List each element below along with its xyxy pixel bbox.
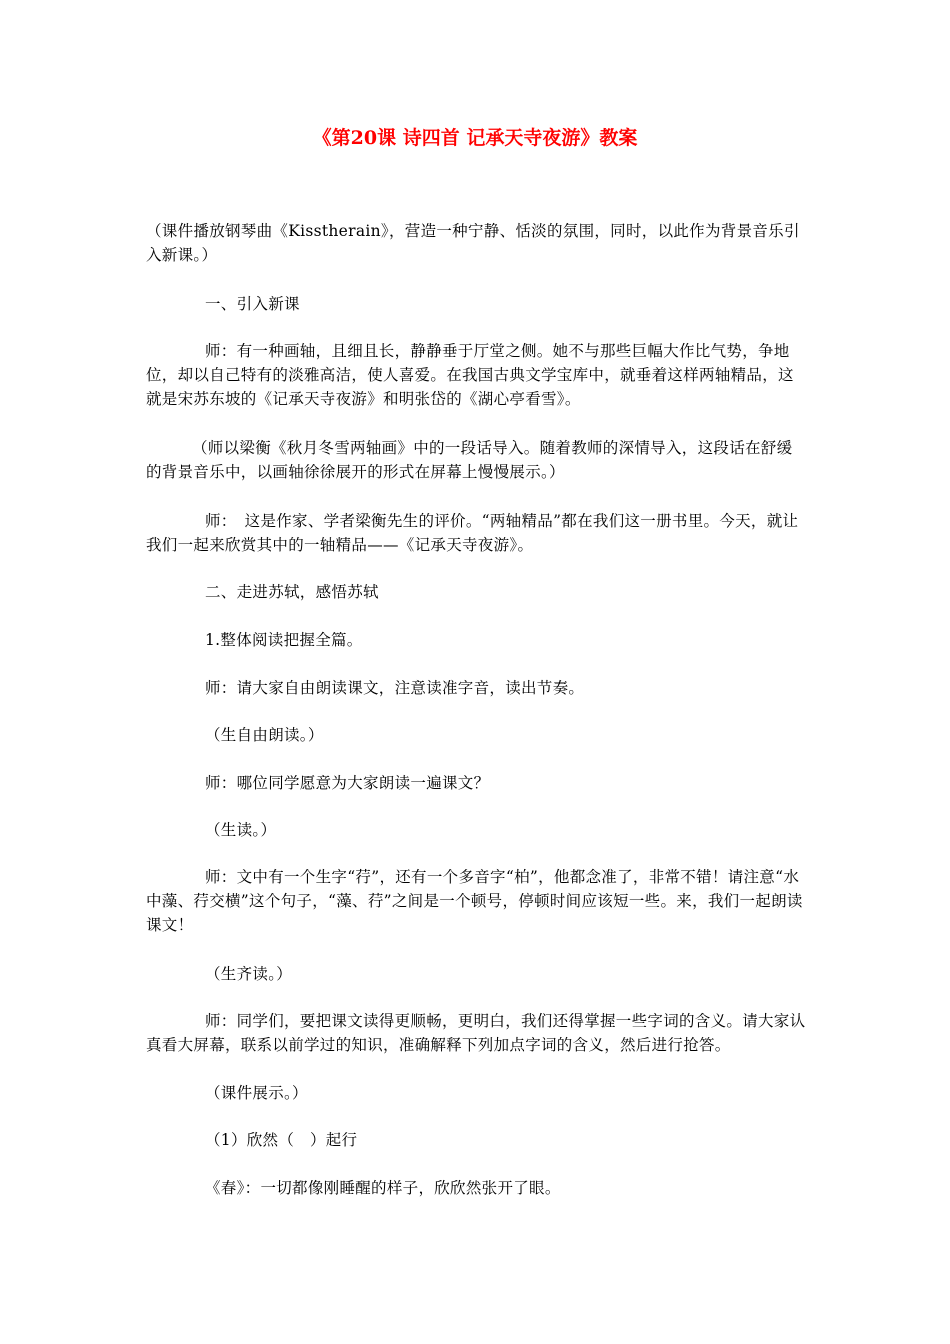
subsection-heading-1: 1.整体阅读把握全篇。 (205, 631, 363, 649)
paragraph-teacher-read: 师：请大家自由朗读课文，注意读准字音，读出节奏。 (205, 679, 585, 697)
document-title: 《第20课 诗四首 记承天寺夜游》教案 (312, 127, 638, 149)
section-heading-2: 二、走进苏轼，感悟苏轼 (205, 583, 379, 601)
paragraph-teacher-intro: 师：有一种画轴，且细且长，静静垂于厅堂之侧。她不与那些巨幅大作比气势，争地位，却以自己特有的淡雅高洁，使人喜爱。在我国古典文学宝库中，就垂着这样两轴精品，这就是宋苏东坡的《记承天寺夜游》和明张岱的《湖心亭看雪》。 (146, 342, 794, 408)
paragraph-teacher-vocabulary: 师：同学们，要把课文读得更顺畅，更明白，我们还得掌握一些字词的含义。请大家认真看大屏幕，联系以前学过的知识，准确解释下列加点字词的含义，然后进行抢答。 (146, 1012, 806, 1054)
paragraph-intro-note: （课件播放钢琴曲《Kisstherain》，营造一种宁静、恬淡的氛围，同时，以此作为背景音乐引入新课。） (146, 222, 800, 264)
paragraph-stage-note: （师以梁衡《秋月冬雪两轴画》中的一段话导入。随着教师的深情导入，这段话在舒缓的背景音乐中，以画轴徐徐展开的形式在屏幕上慢慢展示。） (146, 439, 793, 481)
paragraph-student-read-together: （生齐读。） (205, 965, 293, 983)
section-heading-1: 一、引入新课 (205, 295, 300, 313)
paragraph-teacher-pronunciation: 师：文中有一个生字“荇”，还有一个多音字“柏”，他都念准了，非常不错！请注意“水中藻、荇交横”这个句子，“藻、荇”之间是一个顿号，停顿时间应该短一些。来，我们一起朗读课文！ (146, 868, 803, 934)
paragraph-teacher-ask: 师：哪位同学愿意为大家朗读一遍课文？ (205, 774, 490, 792)
paragraph-teacher-evaluation: 师： 这是作家、学者梁衡先生的评价。“两轴精品”都在我们这一册书里。今天，就让我们一起来欣赏其中的一轴精品——《记承天寺夜游》。 (146, 512, 799, 554)
paragraph-courseware-display: （课件展示。） (205, 1084, 308, 1102)
paragraph-student-free-read: （生自由朗读。） (205, 726, 324, 744)
vocabulary-example-1: 《春》：一切都像刚睡醒的样子，欣欣然张开了眼。 (205, 1179, 561, 1197)
paragraph-student-read: （生读。） (205, 821, 277, 839)
vocabulary-item-1: （1）欣然（ ）起行 (205, 1131, 358, 1149)
